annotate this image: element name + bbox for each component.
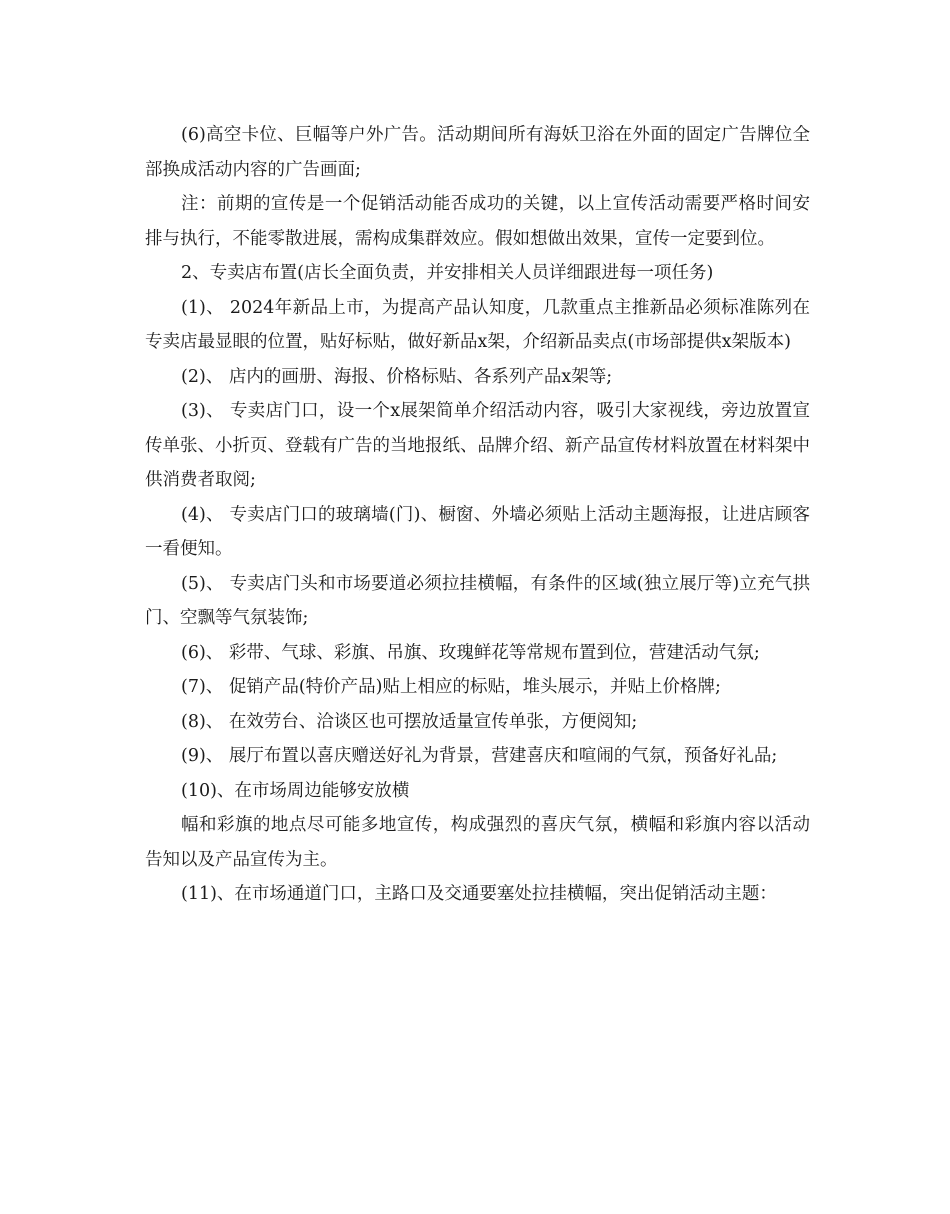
paragraph-item-10: (10)、在市场周边能够安放横: [181, 780, 410, 801]
paragraph-item-7: (7)、 促销产品(特价产品)贴上相应的标贴，堆头展示，并贴上价格牌;: [181, 677, 721, 697]
paragraph-store-layout-heading: 2、专卖店布置(店长全面负责，并安排相关人员详细跟进每一项任务): [181, 263, 714, 283]
paragraph-item-6: (6)、 彩带、气球、彩旗、吊旗、玫瑰鲜花等常规布置到位，营建活动气氛;: [181, 642, 760, 663]
paragraph-item-4: (4)、 专卖店门口的玻璃墙(门)、橱窗、外墙必须贴上活动主题海报，让进店顾客一看便知。: [145, 504, 810, 559]
document-body: [145, 118, 810, 912]
paragraph-item-3: (3)、 专卖店门口，设一个x展架简单介绍活动内容，吸引大家视线，旁边放置宣传单张、小折页、登载有广告的当地报纸、品牌介绍、新产品宣传材料放置在材料架中供消费者取阅;: [145, 401, 810, 490]
paragraph-item-5: (5)、 专卖店门头和市场要道必须拉挂横幅，有条件的区域(独立展厅等)立充气拱门、空飘等气氛装饰;: [145, 573, 810, 628]
paragraph-item-2: (2)、 店内的画册、海报、价格标贴、各系列产品x架等;: [181, 366, 613, 387]
paragraph-item-8: (8)、 在效劳台、洽谈区也可摆放适量宣传单张，方便阅知;: [181, 711, 638, 732]
paragraph-item-11: (11)、在市场通道门口，主路口及交通要塞处拉挂横幅，突出促销活动主题：: [181, 884, 777, 904]
paragraph-item-10-continued: 幅和彩旗的地点尽可能多地宣传，构成强烈的喜庆气氛，横幅和彩旗内容以活动告知以及产品宣传为主。: [145, 815, 810, 870]
paragraph-item-9: (9)、 展厅布置以喜庆赠送好礼为背景，营建喜庆和喧闹的气氛，预备好礼品;: [181, 746, 778, 766]
paragraph-item-1: (1)、 2024年新品上市，为提高产品认知度，几款重点主推新品必须标准陈列在专卖店最显眼的位置，贴好标贴，做好新品x架，介绍新品卖点(市场部提供x架版本): [145, 297, 810, 352]
paragraph-note: 注：前期的宣传是一个促销活动能否成功的关键，以上宣传活动需要严格时间安排与执行，不能零散进展，需构成集群效应。假如想做出效果，宣传一定要到位。: [145, 194, 810, 249]
paragraph-outdoor-ads: (6)高空卡位、巨幅等户外广告。活动期间所有海妖卫浴在外面的固定广告牌位全部换成活动内容的广告画面;: [145, 125, 810, 180]
